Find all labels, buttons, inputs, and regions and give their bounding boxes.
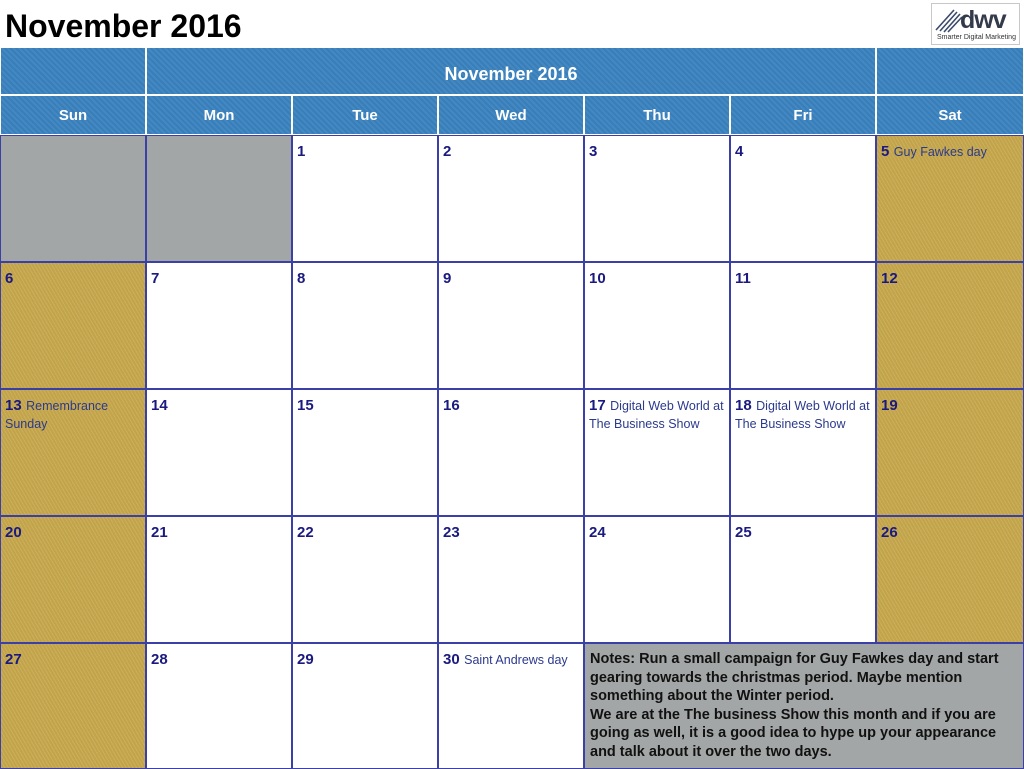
day-cell[interactable] — [876, 135, 1024, 262]
day-cell[interactable] — [0, 643, 146, 769]
day-number: 5 — [881, 143, 890, 160]
day-event: Digital Web World at The Business Show — [589, 399, 724, 431]
day-number: 24 — [589, 524, 606, 541]
day-number: 3 — [589, 143, 598, 160]
day-cell[interactable] — [584, 516, 730, 643]
logo-tagline: Smarter Digital Marketing — [937, 34, 1016, 41]
day-number: 1 — [297, 143, 306, 160]
day-number: 21 — [151, 524, 168, 541]
day-cell[interactable] — [584, 389, 730, 516]
day-cell[interactable] — [438, 389, 584, 516]
day-number: 15 — [297, 397, 314, 414]
day-number: 11 — [735, 270, 751, 287]
day-number: 12 — [881, 270, 898, 287]
weekday-header: Sat — [876, 95, 1024, 135]
day-cell[interactable] — [292, 262, 438, 389]
day-cell[interactable] — [146, 643, 292, 769]
day-number: 25 — [735, 524, 752, 541]
weekday-header: Tue — [292, 95, 438, 135]
day-number: 2 — [443, 143, 452, 160]
day-cell[interactable] — [438, 643, 584, 769]
day-number: 22 — [297, 524, 314, 541]
day-number: 16 — [443, 397, 460, 414]
day-cell[interactable] — [438, 516, 584, 643]
day-number: 18 — [735, 397, 752, 414]
company-logo — [931, 3, 1020, 45]
day-cell[interactable] — [0, 262, 146, 389]
day-cell[interactable] — [438, 262, 584, 389]
calendar-header-corner-right — [876, 47, 1024, 95]
day-cell[interactable] — [0, 516, 146, 643]
day-number: 4 — [735, 143, 744, 160]
day-number: 13 — [5, 397, 22, 414]
weekday-header: Fri — [730, 95, 876, 135]
day-cell[interactable] — [730, 135, 876, 262]
day-number: 26 — [881, 524, 898, 541]
day-number: 30 — [443, 651, 460, 668]
weekday-header: Wed — [438, 95, 584, 135]
empty-day-cell — [0, 135, 146, 262]
page-title: November 2016 — [5, 8, 242, 44]
day-cell[interactable] — [730, 389, 876, 516]
day-cell[interactable] — [438, 135, 584, 262]
day-number: 28 — [151, 651, 168, 668]
day-event: Digital Web World at The Business Show — [735, 399, 870, 431]
notes-paragraph: Notes: Run a small campaign for Guy Fawkes day and start gearing towards the christmas period. Maybe mention something about the Winter period. — [590, 651, 999, 704]
day-cell[interactable] — [584, 135, 730, 262]
notes-paragraph: We are at the The business Show this month and if you are going as well, it is a good idea to hype up your appearance and talk about it over the two days. — [590, 706, 997, 760]
day-cell[interactable] — [146, 389, 292, 516]
day-number: 17 — [589, 397, 606, 414]
calendar-grid — [0, 47, 1024, 769]
day-number: 29 — [297, 651, 314, 668]
weekday-header: Thu — [584, 95, 730, 135]
day-number: 23 — [443, 524, 460, 541]
day-cell[interactable] — [730, 516, 876, 643]
day-cell[interactable] — [876, 262, 1024, 389]
calendar-month-title: November 2016 — [146, 47, 876, 95]
notes-box — [584, 643, 1024, 769]
day-event: Remembrance Sunday — [5, 399, 109, 431]
day-number: 27 — [5, 651, 22, 668]
day-cell[interactable] — [146, 262, 292, 389]
day-event: Saint Andrews day — [464, 653, 568, 667]
day-cell[interactable] — [876, 389, 1024, 516]
day-event: Guy Fawkes day — [893, 145, 987, 159]
day-number: 9 — [443, 270, 452, 287]
day-cell[interactable] — [876, 516, 1024, 643]
day-cell[interactable] — [292, 389, 438, 516]
day-number: 20 — [5, 524, 22, 541]
day-cell[interactable] — [0, 389, 146, 516]
logo-wordmark: dwv — [960, 6, 1006, 34]
day-number: 7 — [151, 270, 160, 287]
day-cell[interactable] — [730, 262, 876, 389]
day-cell[interactable] — [292, 135, 438, 262]
weekday-header: Mon — [146, 95, 292, 135]
day-number: 14 — [151, 397, 168, 414]
day-number: 10 — [589, 270, 606, 287]
empty-day-cell — [146, 135, 292, 262]
day-cell[interactable] — [292, 516, 438, 643]
calendar-header-corner-left — [0, 47, 146, 95]
weekday-header: Sun — [0, 95, 146, 135]
day-number: 19 — [881, 397, 898, 414]
day-cell[interactable] — [584, 262, 730, 389]
day-number: 8 — [297, 270, 306, 287]
day-cell[interactable] — [146, 516, 292, 643]
day-cell[interactable] — [292, 643, 438, 769]
day-number: 6 — [5, 270, 14, 287]
